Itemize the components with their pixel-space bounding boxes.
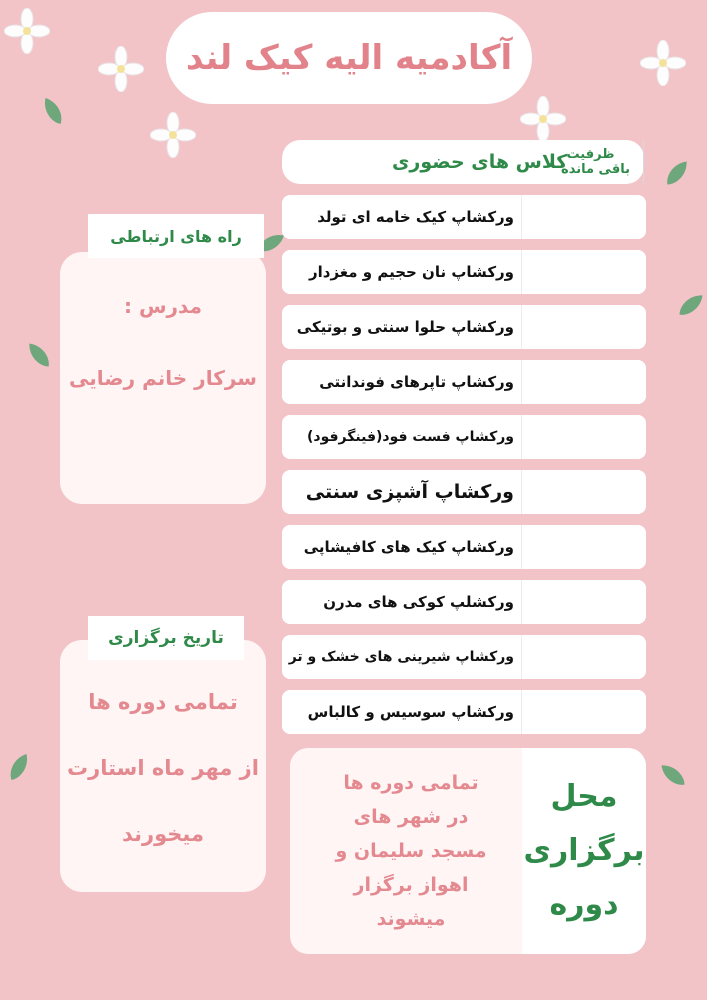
list-item — [282, 360, 646, 404]
capacity-header — [548, 140, 644, 184]
green-leaf-icon — [38, 94, 69, 129]
class-name: ورکشاپ آشپزی سنتی — [305, 481, 514, 503]
class-name: ورکشاپ سوسیس و کالباس — [307, 703, 514, 721]
schedule-line3: میخورند — [122, 822, 204, 846]
schedule-line2: از مهر ماه استارت — [67, 756, 259, 780]
location-line3: مسجد سلیمان و — [335, 840, 487, 862]
white-flower-icon — [640, 40, 686, 86]
green-leaf-icon — [656, 758, 691, 791]
location-line5: میشوند — [376, 908, 446, 930]
list-item — [282, 690, 646, 734]
class-name: ورکشاپ فست فود(فینگرفود) — [307, 429, 514, 445]
location-label-line3: دوره — [549, 887, 619, 922]
list-item — [282, 195, 646, 239]
class-name: ورکشاپ شیرینی های خشک و تر — [288, 649, 514, 665]
list-item — [282, 415, 646, 459]
white-flower-icon — [98, 46, 144, 92]
capacity-header-line1: ظرفیت — [566, 147, 615, 162]
green-leaf-icon — [22, 338, 55, 373]
list-item — [282, 305, 646, 349]
location-line2: در شهر های — [353, 806, 469, 828]
location-label-box — [522, 748, 646, 954]
location-label-line1: محل — [550, 779, 618, 814]
location-label-line2: برگزاری — [523, 833, 645, 868]
schedule-tag: تاریخ برگزاری — [88, 616, 244, 660]
white-flower-icon — [520, 96, 566, 142]
schedule-line1: تمامی دوره ها — [88, 690, 238, 714]
teacher-label: مدرس : — [123, 294, 202, 318]
class-name: ورکشلپ کوکی های مدرن — [323, 593, 514, 611]
list-item — [282, 250, 646, 294]
class-name: ورکشاپ نان حجیم و مغزدار — [309, 263, 514, 281]
white-flower-icon — [4, 8, 50, 54]
contact-tag: راه های ارتباطی — [88, 214, 264, 258]
page-title: آکادمیه الیه کیک لند — [166, 12, 532, 104]
location-text — [300, 766, 522, 936]
list-item — [282, 635, 646, 679]
list-item — [282, 470, 646, 514]
list-item — [282, 580, 646, 624]
green-leaf-icon — [660, 156, 693, 191]
location-line1: تمامی دوره ها — [343, 772, 479, 794]
location-line4: اهواز برگزار — [353, 874, 469, 896]
capacity-header-line2: باقی مانده — [561, 162, 630, 177]
green-leaf-icon — [4, 750, 35, 785]
green-leaf-icon — [674, 288, 707, 321]
teacher-name: سرکار خانم رضایی — [69, 366, 257, 390]
class-name: ورکشاپ کیک خامه ای تولد — [317, 208, 514, 226]
classes-header-label: کلاس های حضوری — [392, 151, 568, 173]
class-name: ورکشاپ کیک های کافیشاپی — [303, 538, 514, 556]
white-flower-icon — [150, 112, 196, 158]
class-name: ورکشاپ حلوا سنتی و بوتیکی — [296, 318, 514, 336]
list-item — [282, 525, 646, 569]
class-name: ورکشاپ تاپرهای فوندانتی — [319, 373, 514, 391]
